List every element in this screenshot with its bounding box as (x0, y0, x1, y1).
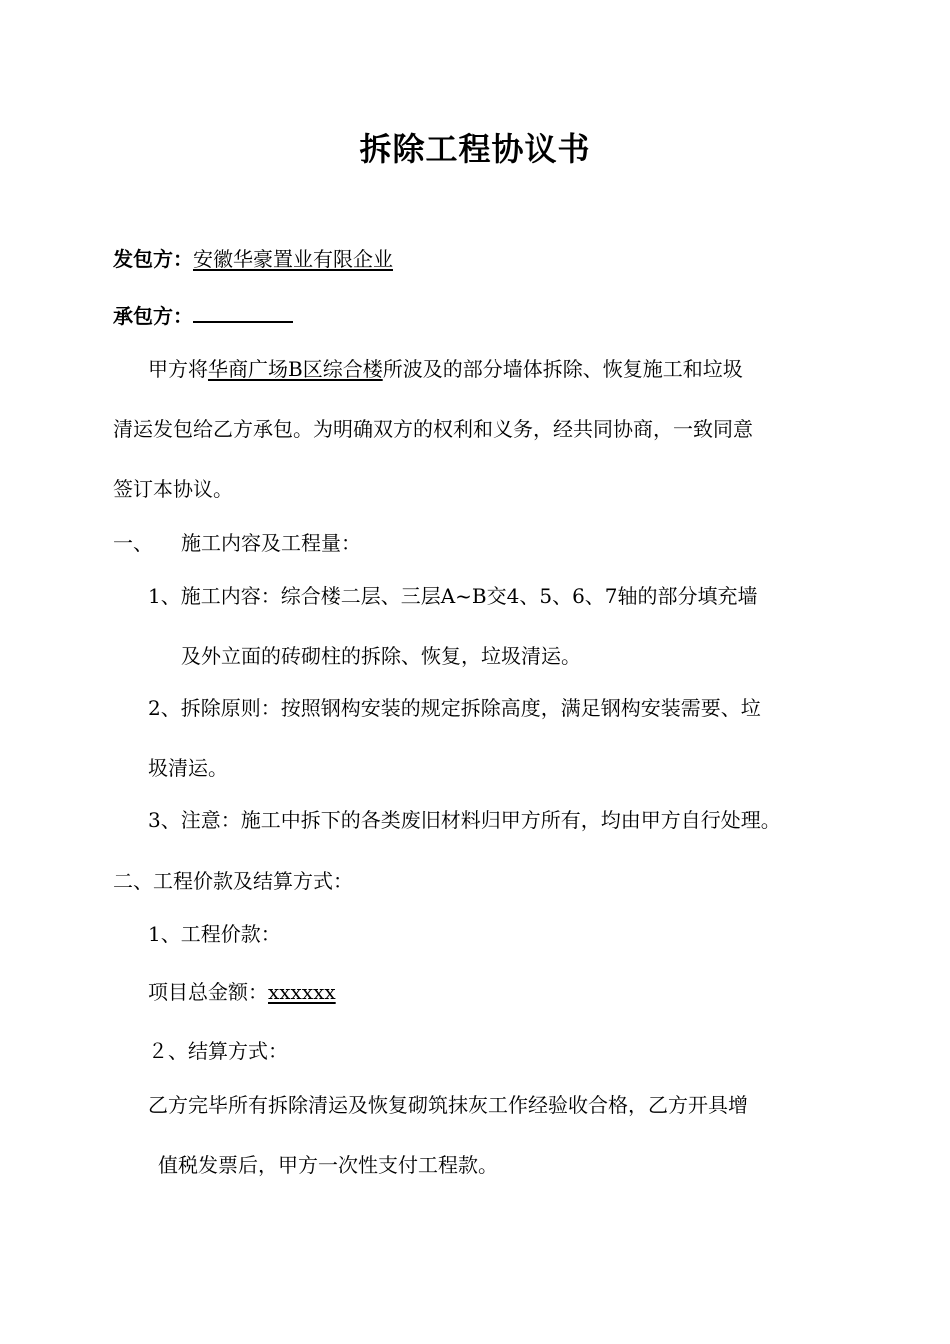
party-b-label: 承包方： (113, 304, 193, 328)
section1-heading: 施工内容及工程量： (181, 531, 361, 555)
section1-item-2-line1: 2、拆除原则：按照钢构安装的规定拆除高度，满足钢构安装需要、垃 (148, 696, 761, 720)
total-amount-label: 项目总金额： (148, 980, 268, 1004)
section1-item-1-line2: 及外立面的砖砌柱的拆除、恢复，垃圾清运。 (181, 644, 581, 668)
section2-heading: 二、工程价款及结算方式： (113, 869, 353, 893)
section1-item-2-line2: 圾清运。 (148, 756, 228, 780)
total-amount-line (148, 979, 336, 1005)
intro-suffix: 所波及的部分墙体拆除、恢复施工和垃圾 (382, 357, 743, 381)
settlement-line-2: 值税发票后，甲方一次性支付工程款。 (158, 1153, 498, 1177)
party-a-label: 发包方： (113, 247, 193, 271)
total-amount-value: xxxxxx (268, 980, 336, 1004)
party-b-line (113, 301, 293, 329)
intro-prefix: 甲方将 (148, 357, 208, 381)
section1-item-3: 3、注意：施工中拆下的各类废旧材料归甲方所有，均由甲方自行处理。 (148, 808, 781, 832)
intro-line-1 (148, 356, 743, 382)
document-title: 拆除工程协议书 (359, 130, 591, 168)
settlement-label: ２、结算方式： (148, 1039, 288, 1063)
party-a-line (113, 246, 393, 272)
settlement-line-1: 乙方完毕所有拆除清运及恢复砌筑抹灰工作经验收合格，乙方开具增 (148, 1093, 748, 1117)
party-b-blank (193, 301, 293, 323)
intro-line-2: 清运发包给乙方承包。为明确双方的权利和义务，经共同协商，一致同意 (113, 417, 753, 441)
section1-number: 一、 (113, 531, 153, 555)
intro-project: 华商广场B区综合楼 (208, 357, 383, 381)
party-a-value: 安徽华豪置业有限企业 (193, 247, 393, 271)
price-label: 1、工程价款： (148, 922, 281, 946)
intro-line-3: 签订本协议。 (113, 477, 233, 501)
section1-item-1-line1: 1、施工内容：综合楼二层、三层A~B交4、5、6、7轴的部分填充墙 (148, 584, 758, 608)
